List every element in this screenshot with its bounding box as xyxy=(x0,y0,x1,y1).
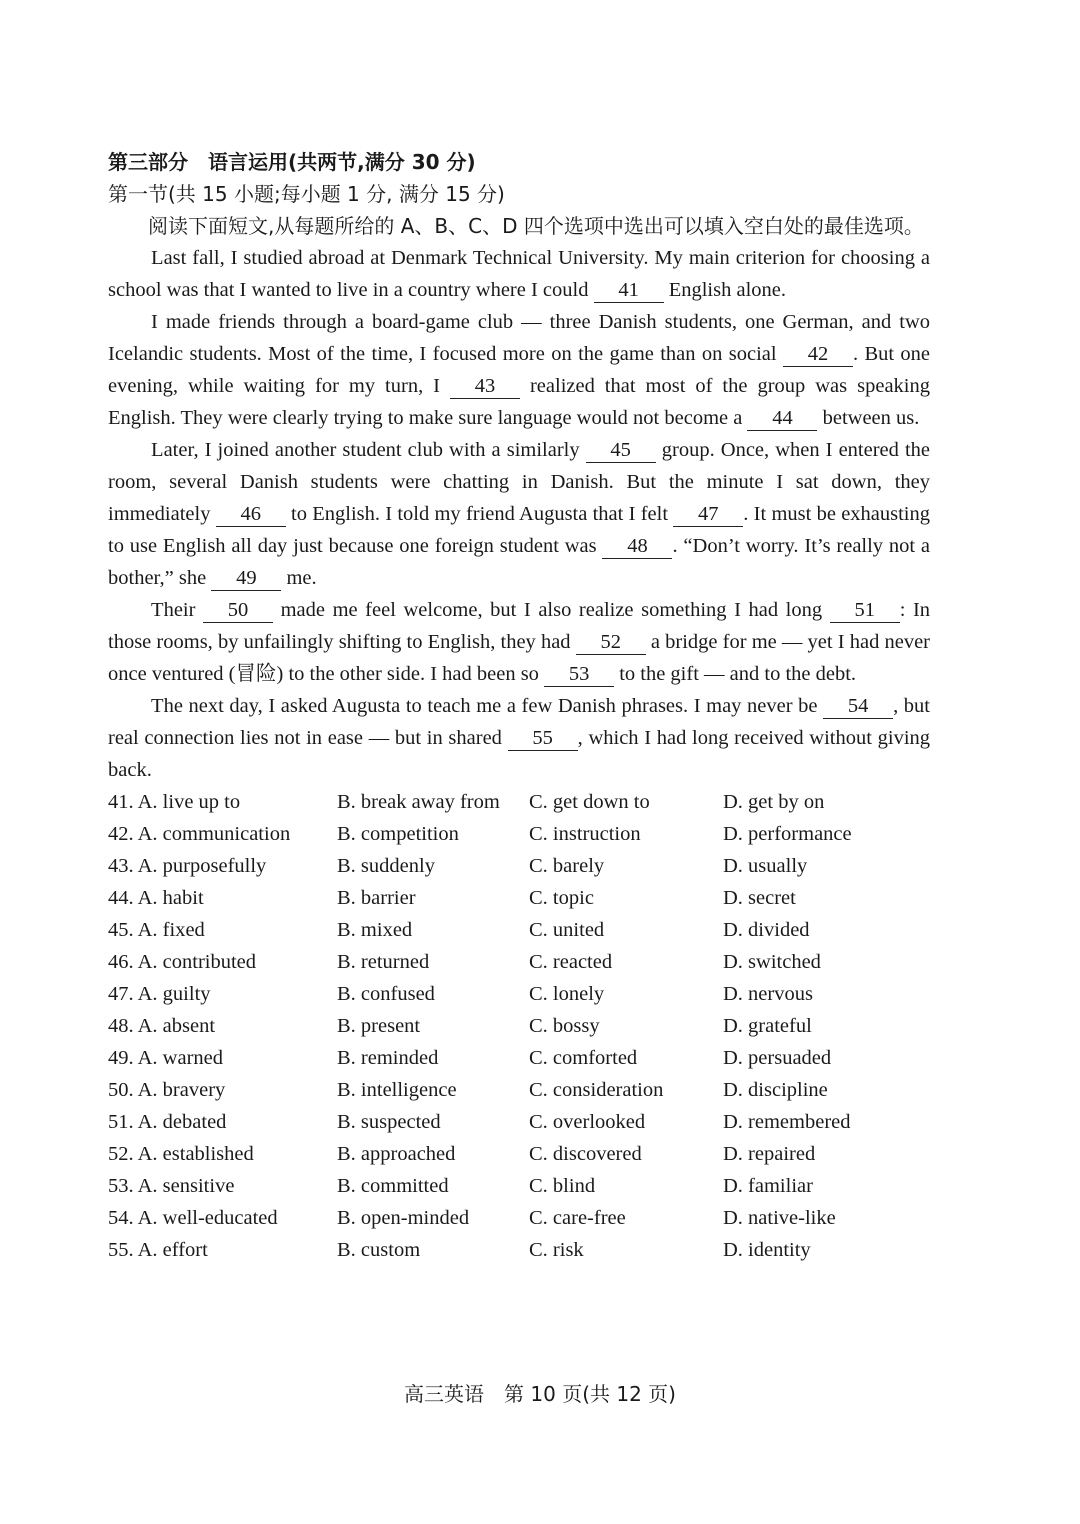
passage-paragraph-2 xyxy=(108,306,930,434)
passage-text: , which I had long received without giving back. xyxy=(108,727,931,781)
blank-43: 43 xyxy=(450,374,520,399)
option-c: C. discovered xyxy=(529,1143,642,1165)
passage-text: Last fall, I studied abroad at Denmark Technical University. My main criterion for choosing a school was that I wanted to live in a country where I could xyxy=(108,247,930,301)
option-d: D. get by on xyxy=(723,791,825,813)
passage-text: . “Don’t worry. It’s really not a bother,” she xyxy=(108,535,931,589)
option-b: B. approached xyxy=(337,1143,456,1165)
blank-50: 50 xyxy=(203,598,273,623)
option-b: B. competition xyxy=(337,823,459,845)
option-d: D. usually xyxy=(723,855,808,877)
option-row-43 xyxy=(108,850,930,882)
blank-48: 48 xyxy=(602,534,672,559)
option-row-51 xyxy=(108,1106,930,1138)
passage-text: . But one evening, while waiting for my turn, I xyxy=(108,343,931,397)
option-b: B. committed xyxy=(337,1175,449,1197)
option-c: C. topic xyxy=(529,887,594,909)
passage-text: I made friends through a board-game club — three Danish students, one German, and two Icelandic students. Most of the time, I focused more on the game than on social xyxy=(108,311,930,365)
option-d: D. native-like xyxy=(723,1207,836,1229)
option-row-55 xyxy=(108,1234,930,1266)
exam-content xyxy=(108,146,930,1266)
option-b: B. open-minded xyxy=(337,1207,470,1229)
option-d: D. grateful xyxy=(723,1015,812,1037)
option-a: 50. A. bravery xyxy=(108,1079,226,1101)
option-d: D. performance xyxy=(723,823,852,845)
option-d: D. secret xyxy=(723,887,796,909)
option-row-53 xyxy=(108,1170,930,1202)
passage-text: to the gift — and to the debt. xyxy=(619,663,857,685)
page-footer: 高三英语 第 10 页(共 12 页) xyxy=(404,1382,676,1406)
option-row-50 xyxy=(108,1074,930,1106)
blank-52: 52 xyxy=(576,630,646,655)
option-row-52 xyxy=(108,1138,930,1170)
blank-46: 46 xyxy=(216,502,286,527)
option-a: 44. A. habit xyxy=(108,887,204,909)
option-c: C. united xyxy=(529,919,605,941)
option-row-49 xyxy=(108,1042,930,1074)
option-d: D. nervous xyxy=(723,983,813,1005)
option-a: 42. A. communication xyxy=(108,823,291,845)
option-c: C. get down to xyxy=(529,791,650,813)
option-row-45 xyxy=(108,914,930,946)
option-b: B. confused xyxy=(337,983,435,1005)
passage-text: Later, I joined another student club with a similarly xyxy=(151,439,580,461)
passage-text: , but real connection lies not in ease — but in shared xyxy=(108,695,930,749)
passage-text: group. Once, when I entered the room, several Danish students were chatting in Danish. But the minute I sat down, they immediately xyxy=(108,439,931,525)
blank-49: 49 xyxy=(211,566,281,591)
option-c: C. comforted xyxy=(529,1047,638,1069)
passage-paragraph-5 xyxy=(108,690,930,786)
option-b: B. break away from xyxy=(337,791,500,813)
blank-41: 41 xyxy=(594,278,664,303)
option-d: D. remembered xyxy=(723,1111,851,1133)
option-a: 45. A. fixed xyxy=(108,919,205,941)
option-a: 54. A. well-educated xyxy=(108,1207,278,1229)
option-a: 51. A. debated xyxy=(108,1111,227,1133)
option-d: D. switched xyxy=(723,951,821,973)
passage-text: me. xyxy=(286,567,317,589)
option-c: C. care-free xyxy=(529,1207,626,1229)
passage-text: made me feel welcome, but I also realize something I had long xyxy=(280,599,823,621)
instruction: 阅读下面短文,从每题所给的 A、B、C、D 四个选项中选出可以填入空白处的最佳选项。 xyxy=(148,214,924,238)
option-c: C. lonely xyxy=(529,983,605,1005)
option-a: 55. A. effort xyxy=(108,1239,208,1261)
passage-text: . It must be exhausting to use English all day just because one foreign student was xyxy=(108,503,931,557)
section-title: 第三部分 语言运用(共两节,满分 30 分) xyxy=(108,150,476,174)
option-b: B. suddenly xyxy=(337,855,435,877)
passage-text: between us. xyxy=(822,407,920,429)
answer-options xyxy=(108,786,930,1266)
blank-47: 47 xyxy=(673,502,743,527)
option-a: 49. A. warned xyxy=(108,1047,224,1069)
blank-42: 42 xyxy=(783,342,853,367)
passage-text: Their xyxy=(151,599,196,621)
passage-text: to English. I told my friend Augusta that I felt xyxy=(291,503,669,525)
blank-53: 53 xyxy=(544,662,614,687)
passage-text: English alone. xyxy=(668,279,787,301)
option-c: C. blind xyxy=(529,1175,596,1197)
option-a: 43. A. purposefully xyxy=(108,855,267,877)
option-c: C. barely xyxy=(529,855,605,877)
passage-text: a bridge for me — yet I had never once ventured (冒险) to the other side. I had been so xyxy=(108,631,930,685)
option-row-44 xyxy=(108,882,930,914)
option-row-42 xyxy=(108,818,930,850)
option-row-48 xyxy=(108,1010,930,1042)
option-c: C. instruction xyxy=(529,823,641,845)
blank-55: 55 xyxy=(508,726,578,751)
option-row-46 xyxy=(108,946,930,978)
passage-text: : In those rooms, by unfailingly shifting to English, they had xyxy=(108,599,931,653)
option-a: 46. A. contributed xyxy=(108,951,257,973)
option-a: 52. A. established xyxy=(108,1143,254,1165)
blank-54: 54 xyxy=(823,694,893,719)
passage-paragraph-1 xyxy=(108,242,930,306)
passage-paragraph-4 xyxy=(108,594,930,690)
subsection-title: 第一节(共 15 小题;每小题 1 分, 满分 15 分) xyxy=(108,182,505,206)
option-b: B. mixed xyxy=(337,919,413,941)
option-row-47 xyxy=(108,978,930,1010)
option-b: B. custom xyxy=(337,1239,421,1261)
option-b: B. reminded xyxy=(337,1047,439,1069)
option-row-41 xyxy=(108,786,930,818)
option-b: B. barrier xyxy=(337,887,416,909)
option-c: C. bossy xyxy=(529,1015,600,1037)
option-b: B. intelligence xyxy=(337,1079,457,1101)
option-b: B. suspected xyxy=(337,1111,441,1133)
option-c: C. consideration xyxy=(529,1079,664,1101)
option-d: D. identity xyxy=(723,1239,811,1261)
blank-44: 44 xyxy=(747,406,817,431)
option-c: C. risk xyxy=(529,1239,584,1261)
passage-text: The next day, I asked Augusta to teach me a few Danish phrases. I may never be xyxy=(151,695,818,717)
option-b: B. present xyxy=(337,1015,421,1037)
passage-paragraph-3 xyxy=(108,434,930,594)
option-d: D. divided xyxy=(723,919,810,941)
option-a: 48. A. absent xyxy=(108,1015,216,1037)
option-d: D. repaired xyxy=(723,1143,816,1165)
option-d: D. persuaded xyxy=(723,1047,832,1069)
option-c: C. overlooked xyxy=(529,1111,646,1133)
option-c: C. reacted xyxy=(529,951,613,973)
option-a: 41. A. live up to xyxy=(108,791,241,813)
passage-text: realized that most of the group was speaking English. They were clearly trying to make sure language would not become a xyxy=(108,375,930,429)
option-a: 53. A. sensitive xyxy=(108,1175,235,1197)
option-d: D. discipline xyxy=(723,1079,828,1101)
option-b: B. returned xyxy=(337,951,430,973)
option-a: 47. A. guilty xyxy=(108,983,211,1005)
blank-51: 51 xyxy=(830,598,900,623)
blank-45: 45 xyxy=(586,438,656,463)
option-d: D. familiar xyxy=(723,1175,813,1197)
option-row-54 xyxy=(108,1202,930,1234)
